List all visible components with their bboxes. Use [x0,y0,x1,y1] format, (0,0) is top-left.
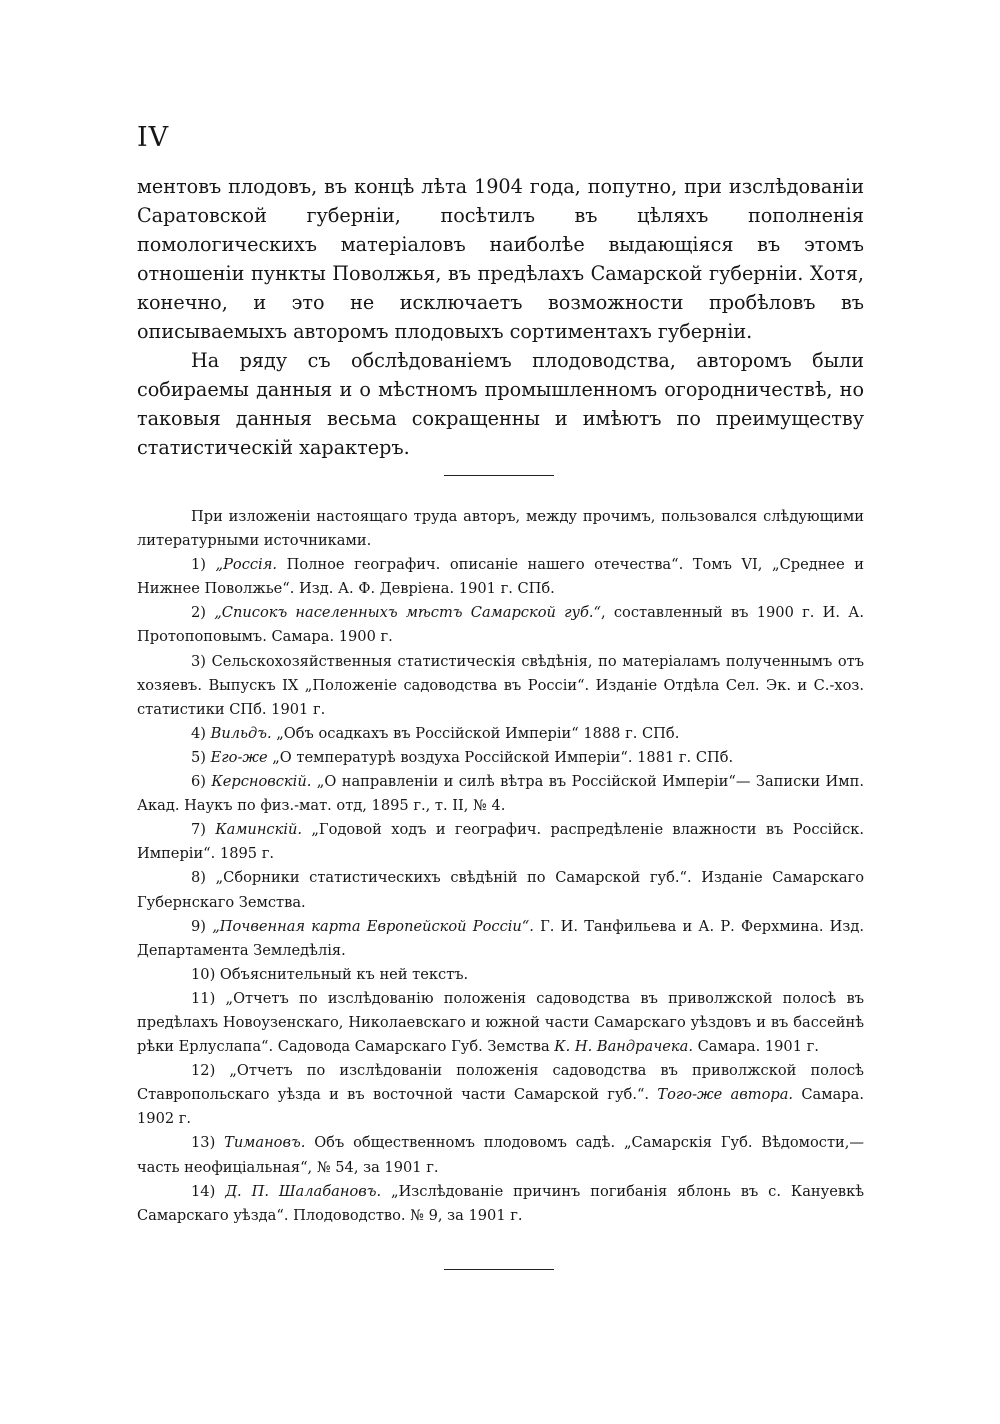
reference-text: „О температурѣ воздуха Россійской Имперіи“. 1881 г. СПб. [267,748,734,766]
reference-item [137,866,864,914]
reference-text: Самара. 1901 г. [692,1038,819,1056]
reference-text: Полное географич. описаніе нашего отечества“. Томъ VI, „Среднее и Нижнее Поволжье“. Изд. А. Ф. Девріена. 1901 г. СПб. [137,556,864,598]
reference-item [137,915,864,963]
reference-number: 8) [191,869,206,887]
reference-item [137,601,864,649]
reference-item [137,650,864,722]
reference-number: 4) [191,724,206,742]
reference-item [137,1059,864,1131]
main-text [137,172,864,462]
reference-text: Сельскохозяйственныя статистическія свѣдѣнія, по матеріаламъ полученнымъ отъ хозяевъ. Выпускъ IX „Положеніе садоводства въ Россіи“. Изданіе Отдѣла Сел. Эк. и С.-хоз. статистики СПб. 1901 г. [137,652,864,718]
reference-author: Его-же [210,748,268,766]
main-paragraph: На ряду съ обслѣдованіемъ плодоводства, авторомъ были собираемы данныя и о мѣстномъ промышленномъ огородничествѣ, но таковыя данныя весьма сокращенны и имѣютъ по преимуществу статистическій характеръ. [137,349,864,459]
reference-number: 1) [191,556,206,574]
reference-author: Тимановъ. [224,1134,306,1152]
reference-text: „Отчетъ по изслѣдованію положенія садоводства въ приволжской полосѣ въ предѣлахъ Новоузенскаго, Николаевскаго и южной части Самарскаго уѣздовъ и въ бассейнѣ рѣки Ерлуслапа“. Садовода Самарскаго Губ. Земства [137,989,864,1056]
reference-number: 5) [191,748,206,766]
reference-text: „О направленіи и силѣ вѣтра въ Россійской Имперіи“— Записки Имп. Акад. Наукъ по физ.-мат. отд, 1895 г., т. II, № 4. [137,773,865,815]
main-paragraph: ментовъ плодовъ, въ концѣ лѣта 1904 года, попутно, при изслѣдованіи Саратовской губерніи, посѣтилъ въ цѣляхъ пополненія помологическихъ матеріаловъ наиболѣе выдающіяся въ этомъ отношеніи пункты Поволжья, въ предѣлахъ Самарской губерніи. Хотя, конечно, и это не исключаетъ возможности пробѣловъ въ описываемыхъ авторомъ плодовыхъ сортиментахъ губерніи. [137,175,864,343]
reference-item [137,987,864,1059]
reference-list [137,505,864,1228]
reference-title: „Списокъ населенныхъ мѣстъ Самарской губ.“ [214,604,601,622]
section-divider [444,475,554,476]
reference-item [137,746,864,770]
reference-title: „Россія. [215,556,278,574]
reference-author: Каминскій. [215,821,303,839]
reference-number: 11) [191,989,216,1007]
reference-text: „Сборники статистическихъ свѣдѣній по Самарской губ.“. Изданіе Самарскаго Губернскаго Земства. [137,869,864,911]
reference-item [137,1180,864,1228]
reference-author: Того-же автора. [657,1086,794,1104]
reference-author: Керсновскій. [211,773,312,791]
reference-number: 14) [191,1182,216,1200]
reference-text: „Годовой ходъ и географич. распредѣленіе влажности въ Россійск. Имперіи“. 1895 г. [137,821,864,863]
reference-title: „Почвенная карта Европейской Россіи“. [212,917,534,935]
reference-item [137,722,864,746]
reference-author: Вильдъ. [210,724,272,742]
reference-author: К. Н. Вандрачека. [554,1038,693,1056]
page-number: IV [137,122,170,153]
reference-intro: При изложеніи настоящаго труда авторъ, между прочимъ, пользовался слѣдующими литературными источниками. [137,508,864,550]
reference-text: , составленный въ 1900 г. И. А. Протопоповымъ. Самара. 1900 г. [137,604,864,646]
reference-number: 10) [191,965,216,983]
reference-number: 13) [191,1134,216,1152]
reference-number: 6) [191,773,206,791]
reference-text: Г. И. Танфильева и А. Р. Ферхмина. Изд. Департамента Земледѣлія. [137,917,864,959]
reference-number: 2) [191,604,206,622]
reference-text: Самара. 1902 г. [137,1086,864,1128]
reference-item [137,553,864,601]
reference-number: 3) [191,652,206,670]
reference-text: „Отчетъ по изслѣдованіи положенія садоводства въ приволжской полосѣ Ставропольскаго уѣзда и въ восточной части Самарской губ.“. [137,1062,864,1104]
reference-item [137,818,864,866]
reference-text: „Изслѣдованіе причинъ погибанія яблонь въ с. Кануевкѣ Самарскаго уѣзда“. Плодоводство. № 9, за 1901 г. [137,1182,864,1224]
reference-item [137,770,864,818]
section-divider [444,1269,554,1270]
reference-author: Д. П. Шалабановъ. [225,1182,382,1200]
reference-text: „Объ осадкахъ въ Россійской Имперіи“ 1888 г. СПб. [271,724,680,742]
reference-items [137,553,864,1228]
reference-text: Объ общественномъ плодовомъ садѣ. „Самарскія Губ. Вѣдомости,—часть неофиціальная“, № 54, за 1901 г. [137,1134,865,1176]
reference-text: Объяснительный къ ней текстъ. [219,965,469,983]
reference-number: 9) [191,917,206,935]
reference-number: 12) [191,1062,216,1080]
reference-item [137,963,864,987]
reference-number: 7) [191,821,206,839]
reference-item [137,1131,864,1179]
